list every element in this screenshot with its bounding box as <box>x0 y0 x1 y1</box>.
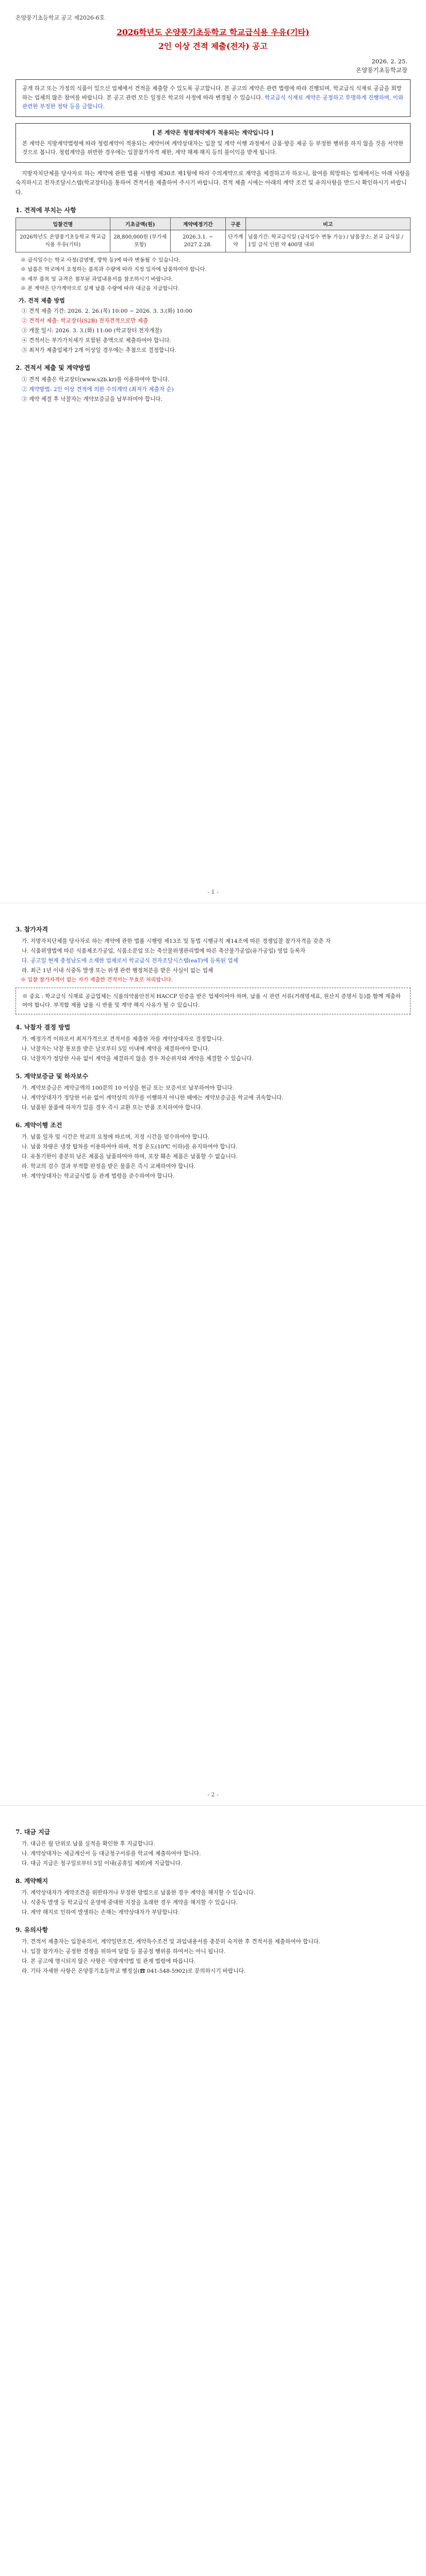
bid-table <box>15 217 411 252</box>
list-item: ③ 계약 체결 후 낙찰자는 계약보증금을 납부하여야 합니다. <box>22 396 162 403</box>
table-row <box>16 230 411 252</box>
integrity-notice-title: [ 본 계약은 청렴계약제가 적용되는 계약입니다 ] <box>152 129 274 136</box>
item-list <box>15 1937 411 1976</box>
subsection-heading: 가. 견적 제출 방법 <box>19 297 65 304</box>
item-list <box>15 1888 411 1917</box>
page-number: - 2 - <box>207 1791 219 1798</box>
table-header: 계약예정기간 <box>170 217 225 230</box>
page-3 <box>0 1805 426 2576</box>
list-item: 가. 지방자치단체를 당사자로 하는 계약에 관한 법률 시행령 제13조 및 동법 시행규칙 제14조에 따른 경쟁입찰 참가자격을 갖춘 자 <box>22 938 331 944</box>
list-item: 다. 유통기한이 충분히 남은 제품을 납품하여야 하며, 포장 훼손 제품은 납품할 수 없습니다. <box>22 1153 238 1160</box>
intro-box-blue-text: 학교급식 식재료 계약은 공정하고 투명하게 진행하며, 이와 관련한 부정한 청탁 등을 금합니다. <box>22 94 404 110</box>
list-item: 나. 식중독 발생 등 학교급식 운영에 중대한 지장을 초래한 경우 계약을 해지할 수 있습니다. <box>22 1900 238 1906</box>
bid-note-cell: 납품기간: 학교급식일 (급식일수 변동 가능) / 납품장소: 본교 급식실 / 1일 급식 인원 약 400명 내외 <box>245 230 410 252</box>
section-heading-7: 7. 대금 지급 <box>15 1828 51 1836</box>
integrity-notice-box <box>15 123 411 163</box>
notice-date: 2026. 2. 25. <box>371 58 407 65</box>
list-item: ① 견적 제출 기간: 2026. 2. 26.(목) 10:00 ~ 2026. 3. 3.(화) 10:00 <box>22 308 192 315</box>
list-item: 라. 학교의 검수 결과 부적합 판정을 받은 물품은 즉시 교체하여야 합니다. <box>22 1163 196 1170</box>
intro-box-text: 공개 하고 또는 가정의 식품이 있으신 업체에서 견적을 제출할 수 있도록 공고합니다. 본 공고의 계약은 관련 법령에 따라 진행되며, 학교급식 식재료 공급을 희망하는 업체의 많은 참여를 바랍니다. 본 공고 관련 모든 일정은 학교의 사정에 따라 변경될 수 있습니다. <box>22 86 402 101</box>
list-item: 나. 입찰 참가자는 공정한 경쟁을 위하여 담합 등 불공정 행위를 하여서는 아니 됩니다. <box>22 1948 226 1955</box>
table-note: ※ 납품은 학교에서 요청하는 품목과 수량에 따라 지정 일자에 납품하여야 합니다. <box>21 267 207 273</box>
bid-amount-cell: 28,800,000원 (부가세 포함) <box>110 230 170 252</box>
table-header: 입찰건명 <box>16 217 110 230</box>
page-2 <box>0 903 426 1805</box>
bid-type-cell: 단가계약 <box>225 230 245 252</box>
lead-paragraph: 지방자치단체를 당사자로 하는 계약에 관한 법률 시행령 제30조 제1항에 따라 수의계약으로 계약을 체결하고자 하오니, 참여를 희망하는 업체에서는 아래 사항을 숙지하시고 전자조달시스템(학교장터)을 통하여 견적서를 제출하여 주시기 바랍니다. 견적 제출 시에는 아래의 계약 조건 및 유의사항을 반드시 확인하시기 바랍니다. <box>15 170 411 196</box>
table-note: ※ 본 계약은 단가계약으로 실제 납품 수량에 따라 대금을 지급합니다. <box>21 285 180 292</box>
list-item: 다. 대금 지급은 청구일로부터 5일 이내(공휴일 제외)에 지급합니다. <box>22 1860 183 1867</box>
list-item: 다. 낙찰자가 정당한 사유 없이 계약을 체결하지 않을 경우 차순위자와 계약을 체결할 수 있습니다. <box>22 1055 254 1062</box>
section-heading-6: 6. 계약이행 조건 <box>15 1121 62 1129</box>
item-list <box>15 937 411 975</box>
list-item: ⑤ 최저가 제출업체가 2개 이상일 경우에는 추첨으로 결정합니다. <box>22 347 177 354</box>
list-item: ② 계약방법: 2인 이상 견적에 의한 수의계약 (최저가 제출자 순) <box>22 386 174 393</box>
item-list <box>15 307 411 355</box>
list-item: ③ 개찰 일시: 2026. 3. 3.(화) 11:00 (학교장터 전자개찰) <box>22 328 162 334</box>
list-item: 라. 최근 1년 이내 식중독 발생 또는 위생 관련 행정처분을 받은 사실이 없는 업체 <box>22 968 214 974</box>
important-notice-box: ※ 중요 : 학교급식 식재료 공급업체는 식품의약품안전처 HACCP 인증을 받은 업체이어야 하며, 납품 시 관련 서류(거래명세표, 원산지 증명서 등)를 함께 제출하여야 합니다. 부적합 제품 납품 시 반품 및 계약 해지 사유가 될 수 있습니다. <box>15 988 411 1014</box>
section-heading-4: 4. 낙찰자 결정 방법 <box>15 1023 71 1031</box>
list-item: 가. 견적서 제출자는 입찰유의서, 계약일반조건, 계약특수조건 및 과업내용서를 충분히 숙지한 후 견적서를 제출하여야 합니다. <box>22 1939 321 1945</box>
item-list <box>15 1083 411 1112</box>
item-list <box>15 1132 411 1181</box>
intro-box <box>15 79 411 116</box>
table-header: 비고 <box>245 217 410 230</box>
section-heading-2: 2. 견적서 제출 및 계약방법 <box>15 364 91 372</box>
page-number: - 1 - <box>207 889 219 895</box>
red-notice: ※ 입찰 참가자격이 없는 자가 제출한 견적서는 무효로 처리합니다. <box>21 977 173 983</box>
table-header: 구분 <box>225 217 245 230</box>
section-heading-3: 3. 참가자격 <box>15 926 48 933</box>
list-item: 마. 계약상대자는 학교급식법 등 관계 법령을 준수하여야 합니다. <box>22 1173 175 1179</box>
table-header: 기초금액(원) <box>110 217 170 230</box>
item-list <box>15 1035 411 1063</box>
section-heading-8: 8. 계약해지 <box>15 1877 48 1885</box>
list-item: ④ 견적서는 부가가치세가 포함된 총액으로 제출하여야 합니다. <box>22 337 172 344</box>
section-heading-1: 1. 견적에 부치는 사항 <box>15 206 76 214</box>
list-item: ② 견적서 제출: 학교장터(S2B) 전자견적으로만 제출 <box>22 318 149 325</box>
issuing-organization: 온양풍기초등학교장 <box>356 66 407 74</box>
section-heading-9: 9. 유의사항 <box>15 1926 48 1934</box>
document-subtitle: 2인 이상 견적 제출(전자) 공고 <box>158 41 268 52</box>
list-item: 다. 납품된 물품에 하자가 있을 경우 즉시 교환 또는 반품 조치하여야 합니다. <box>22 1104 203 1111</box>
item-list <box>15 1839 411 1868</box>
integrity-notice-text: 본 계약은 지방계약법령에 따라 청렴계약이 적용되는 계약이며 계약상대자는 입찰 및 계약 이행 과정에서 금품·향응 제공 등 부정한 행위를 하지 않을 것을 서약한 것으로 봅니다. 청렴계약을 위반한 경우에는 입찰참가자격 제한, 계약 해제·해지 등의 불이익을 받게 됩니다. <box>22 141 404 156</box>
document-reference: 온양풍기초등학교 공고 제2026-6호 <box>15 14 105 21</box>
list-item: 가. 납품 일자 및 시간은 학교의 요청에 따르며, 지정 시간을 엄수하여야 합니다. <box>22 1133 210 1140</box>
list-item: 나. 계약상대자는 세금계산서 등 대금청구서류를 학교에 제출하여야 합니다. <box>22 1851 201 1857</box>
item-list <box>15 375 411 404</box>
list-item: 나. 낙찰자는 낙찰 통보를 받은 날로부터 5일 이내에 계약을 체결하여야 합니다. <box>22 1045 210 1052</box>
list-item: 라. 기타 자세한 사항은 온양풍기초등학교 행정실(☎ 041-548-5902)로 문의하시기 바랍니다. <box>22 1968 246 1974</box>
list-item: 다. 공고일 현재 충청남도에 소재한 업체로서 학교급식 전자조달시스템(eaT)에 등록된 업체 <box>22 958 238 964</box>
list-item: 나. 납품 차량은 냉장 탑차를 이용하여야 하며, 적정 온도(10℃ 이하)를 유지하여야 합니다. <box>22 1143 238 1150</box>
table-note: ※ 급식일수는 학교 사정(감염병, 방학 등)에 따라 변동될 수 있습니다. <box>21 257 181 263</box>
list-item: 가. 대금은 월 단위로 납품 실적을 확인한 후 지급합니다. <box>22 1841 155 1847</box>
list-item: 나. 계약상대자가 정당한 이유 없이 계약상의 의무를 이행하지 아니한 때에는 계약보증금을 학교에 귀속합니다. <box>22 1094 284 1101</box>
list-item: 가. 계약보증금은 계약금액의 100분의 10 이상을 현금 또는 보증서로 납부하여야 합니다. <box>22 1084 234 1091</box>
list-item: 가. 계약상대자가 계약조건을 위반하거나 부정한 방법으로 납품한 경우 계약을 해지할 수 있습니다. <box>22 1890 256 1896</box>
table-note: ※ 세부 품목 및 규격은 첨부된 과업내용서를 참조하시기 바랍니다. <box>21 276 173 282</box>
list-item: 가. 예정가격 이하로서 최저가격으로 견적서를 제출한 자를 계약상대자로 결정합니다. <box>22 1036 224 1042</box>
list-item: 나. 식품위생법에 따른 식품제조가공업, 식품소분업 또는 축산물위생관리법에 따른 축산물가공업(유가공업) 영업 등록자 <box>22 948 306 954</box>
list-item: 다. 본 공고에 명시되지 않은 사항은 지방계약법 및 관계 법령에 따릅니다. <box>22 1958 196 1964</box>
document-title: 2026학년도 온양풍기초등학교 학교급식용 우유(기타) <box>117 27 309 37</box>
section-heading-5: 5. 계약보증금 및 하자보수 <box>15 1072 88 1080</box>
list-item: 다. 계약 해지로 인하여 발생하는 손해는 계약상대자가 부담합니다. <box>22 1909 180 1916</box>
page-1 <box>0 0 426 903</box>
list-item: ① 견적 제출은 학교장터(www.s2b.kr)를 이용하여야 합니다. <box>22 377 170 383</box>
bid-period-cell: 2026.3.1. ~ 2027.2.28. <box>170 230 225 252</box>
bid-name-cell: 2026학년도 온양풍기초등학교 학교급식용 우유(기타) <box>16 230 110 252</box>
